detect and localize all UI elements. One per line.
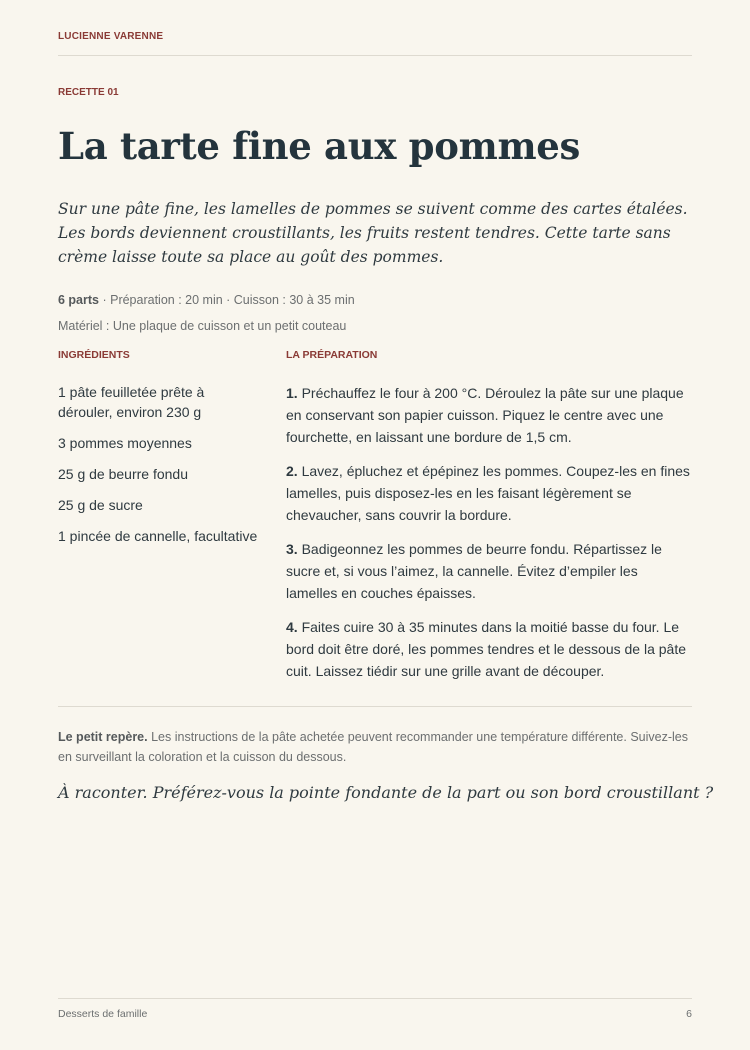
recipe-page — [58, 0, 714, 1050]
recipe-number: RECETTE 01 — [58, 87, 119, 98]
step-item — [286, 616, 692, 682]
tip-label: Le petit repère. — [58, 730, 148, 744]
ingredient-item: 1 pincée de cannelle, facultative — [58, 528, 258, 544]
ingredient-item: 1 pâte feuilletée prête à dérouler, environ 230 g — [58, 384, 205, 420]
step-number: 3. — [286, 541, 298, 557]
page-number: 6 — [686, 1008, 692, 1020]
recipe-equipment: Matériel : Une plaque de cuisson et un petit couteau — [58, 319, 347, 333]
story-prompt: À raconter. Préférez-vous la pointe fondante de la part ou son bord croustillant ? — [58, 783, 714, 802]
step-text: Badigeonnez les pommes de beurre fondu. Répartissez le sucre et, si vous l’aimez, la cannelle. Évitez d’empiler les lamelles en couches épaisses. — [286, 541, 662, 601]
book-title: Desserts de famille — [58, 1008, 148, 1020]
recipe-yield: 6 parts — [58, 293, 99, 307]
header-divider — [58, 55, 692, 56]
step-item — [286, 460, 692, 526]
step-item — [286, 382, 692, 448]
step-item — [286, 538, 692, 604]
recipe-times: · Préparation : 20 min · Cuisson : 30 à 35 min — [99, 293, 355, 307]
step-number: 4. — [286, 619, 298, 635]
step-text: Faites cuire 30 à 35 minutes dans la moitié basse du four. Le bord doit être doré, les pommes tendres et le dessous de la pâte cuit. Laissez tiédir sur une grille avant de découper. — [286, 619, 687, 679]
ingredient-item: 3 pommes moyennes — [58, 435, 192, 451]
footer-divider — [58, 998, 692, 999]
ingredient-item: 25 g de sucre — [58, 497, 143, 513]
note-divider — [58, 706, 692, 707]
ingredients-list — [58, 382, 258, 557]
author-name: LUCIENNE VARENNE — [58, 31, 164, 42]
tip-text: Les instructions de la pâte achetée peuvent recommander une température différente. Suivez-les en surveillant la coloration et la cuisson du dessous. — [58, 730, 688, 764]
preparation-heading: LA PRÉPARATION — [286, 349, 378, 361]
recipe-meta — [58, 293, 355, 307]
preparation-steps — [286, 382, 692, 694]
recipe-intro: Sur une pâte fine, les lamelles de pommes se suivent comme des cartes étalées. Les bords deviennent croustillants, les fruits restent tendres. Cette tarte sans crème laisse toute sa place au goût des pommes. — [58, 200, 688, 266]
step-text: Préchauffez le four à 200 °C. Déroulez la pâte sur une plaque en conservant son papier cuisson. Piquez le centre avec une fourchette, en laissant une bordure de 1,5 cm. — [286, 385, 684, 445]
ingredients-heading: INGRÉDIENTS — [58, 349, 130, 361]
step-number: 1. — [286, 385, 298, 401]
step-number: 2. — [286, 463, 298, 479]
tip-note — [58, 727, 692, 767]
step-text: Lavez, épluchez et épépinez les pommes. Coupez-les en fines lamelles, puis disposez-les en les faisant légèrement se chevaucher, sans couvrir la bordure. — [286, 463, 690, 523]
recipe-title: La tarte fine aux pommes — [58, 124, 581, 168]
ingredient-item: 25 g de beurre fondu — [58, 466, 188, 482]
